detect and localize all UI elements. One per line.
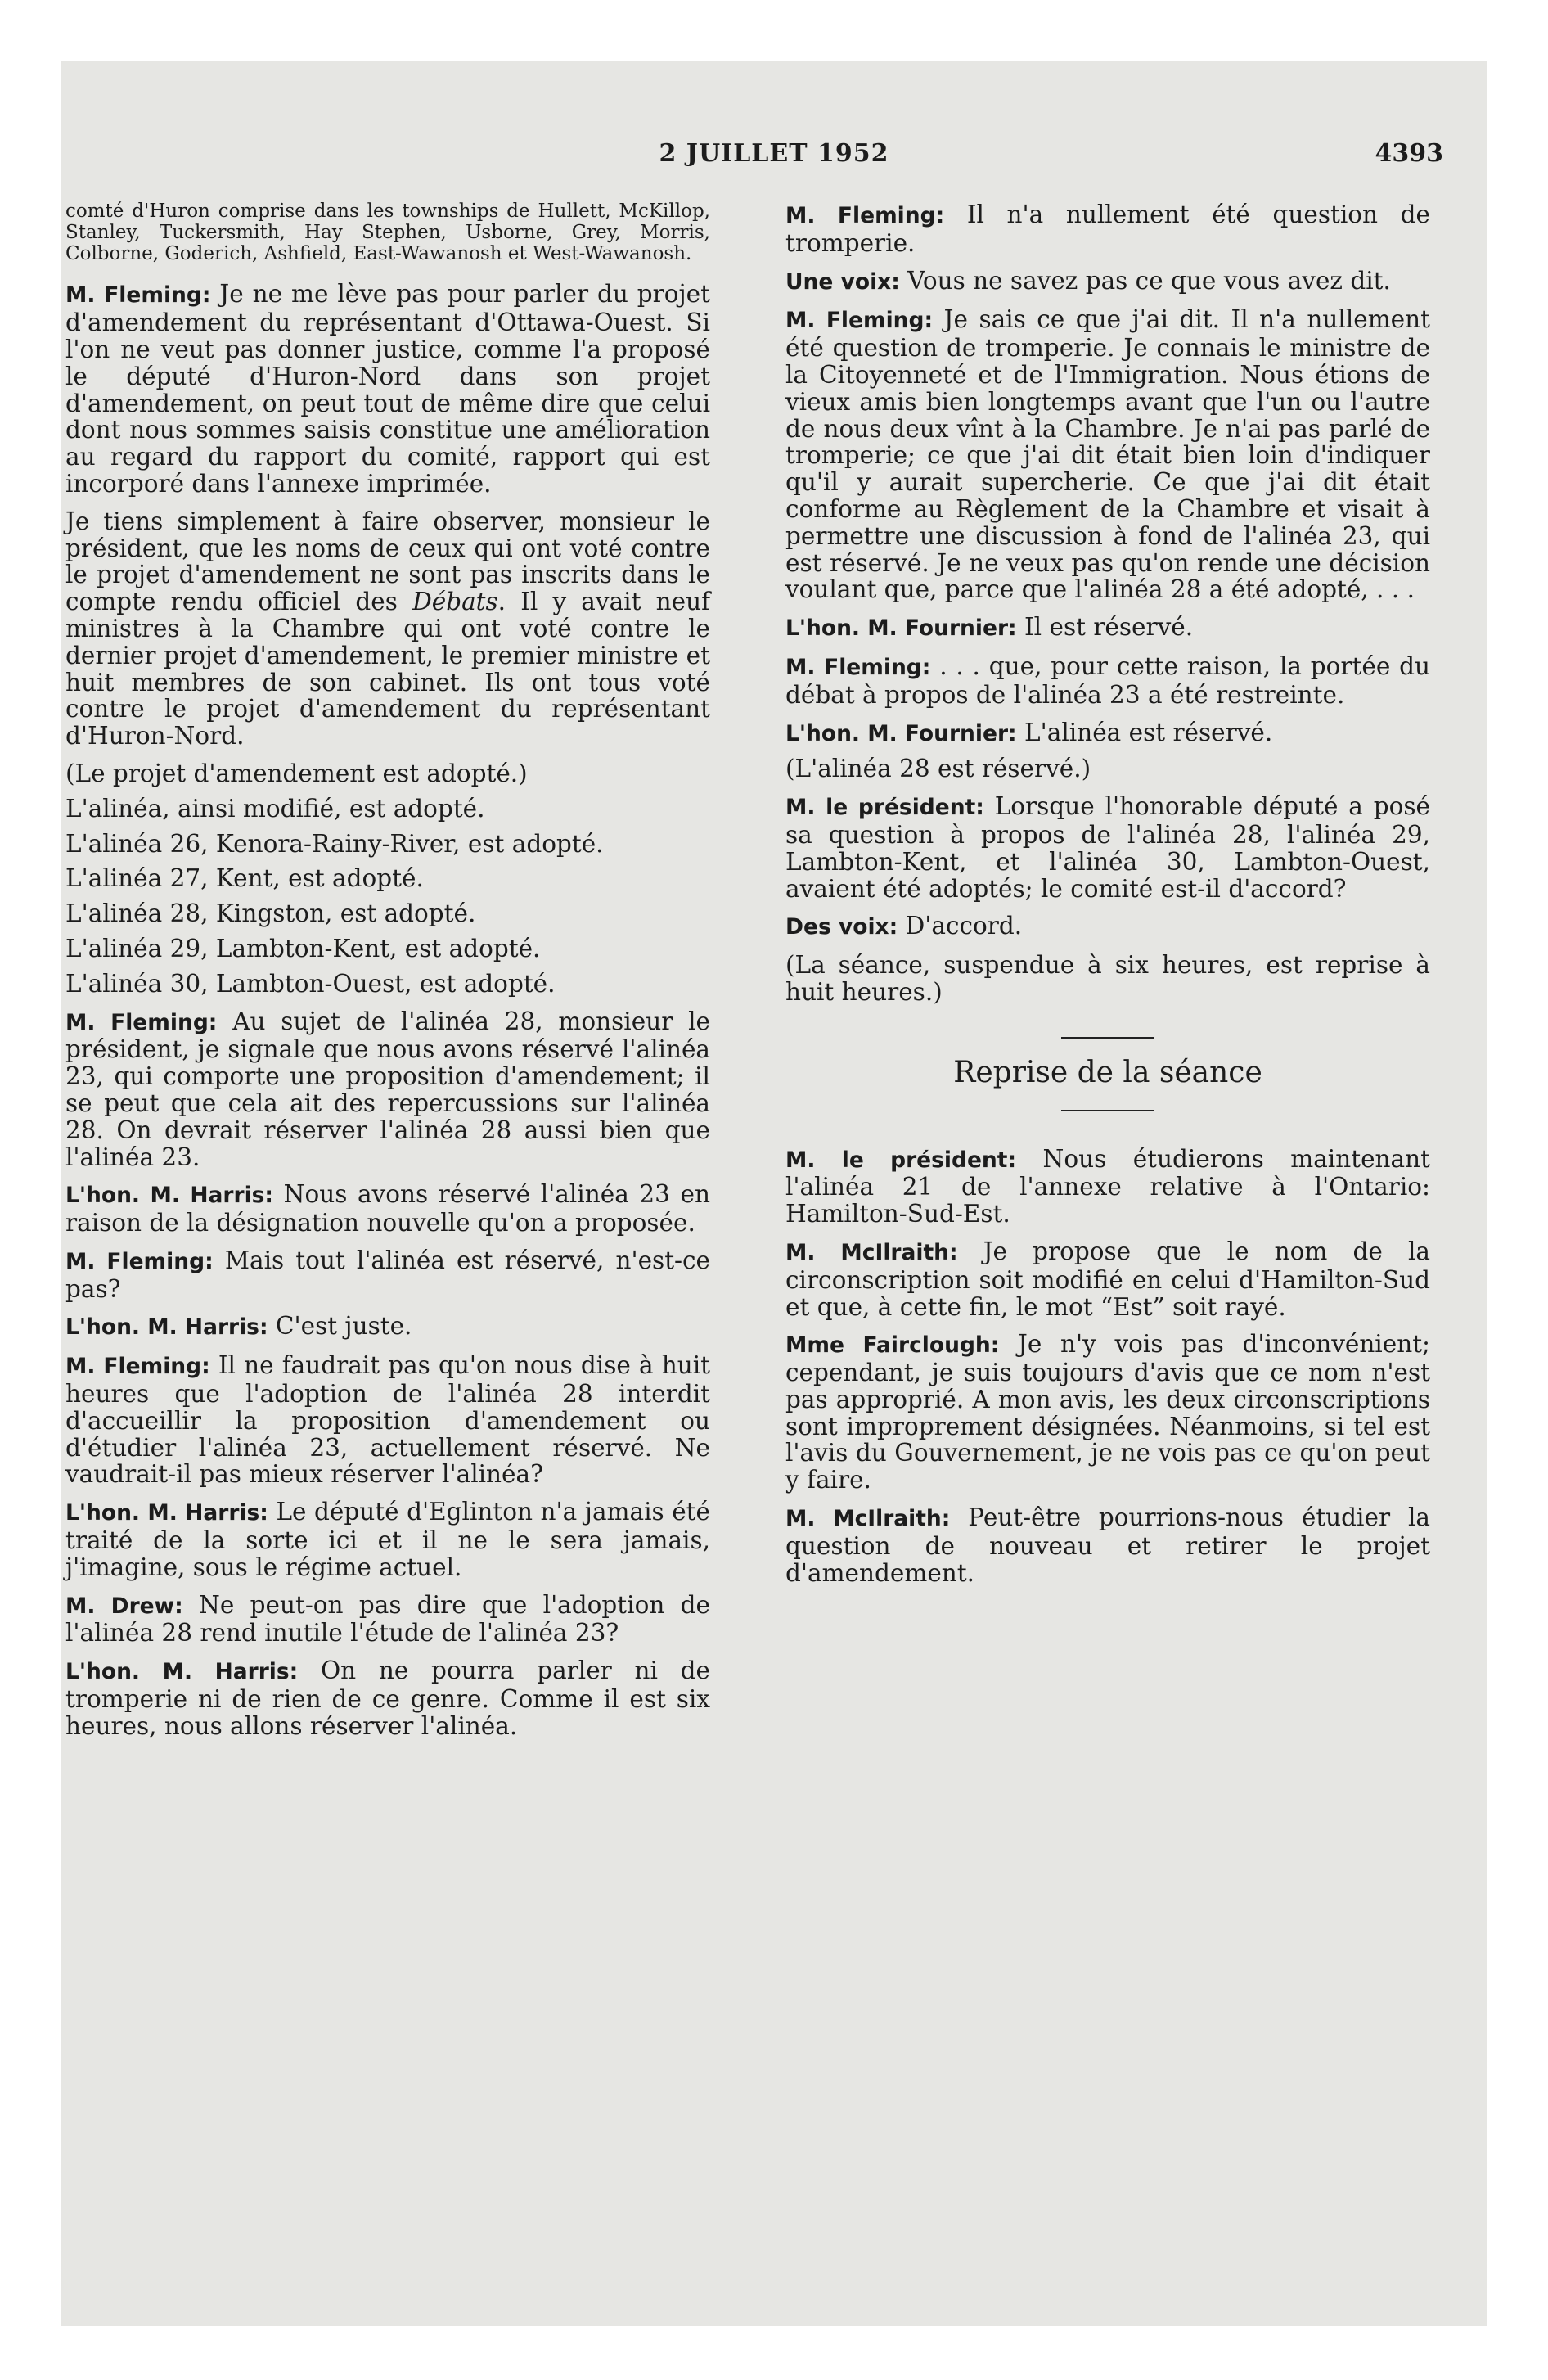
speaker-name: L'hon. M. Fournier: [785,720,1017,746]
paragraph: L'alinéa 29, Lambton-Kent, est adopté. [65,934,541,962]
speaker-name: M. Fleming: [65,282,211,309]
left-column [65,201,710,1751]
paragraph: M. Fleming: Au sujet de l'alinéa 28, monsieur le président, je signale que nous avons réservé l'alinéa 23, qui comporte une proposition d'amendement; il se peut que cela ait des repercussions sur l'alinéa 28. On devrait réserver l'alinéa 28 aussi bien que l'alinéa 23. [65,1007,711,1171]
section-title: Reprise de la séance [953,1055,1262,1089]
speaker-name: M. Drew: [65,1593,183,1619]
paragraph: L'alinéa 28, Kingston, est adopté. [65,899,476,928]
speaker-name: L'hon. M. Fournier: [785,615,1017,642]
paragraph: Mme Fairclough: Je n'y vois pas d'inconvénient; cependant, je suis toujours d'avis que ce nom n'est pas approprié. A mon avis, les deux circonscriptions sont improprement désignées. Néanmoins, si tel est l'avis du Gouvernement, je ne vois pas ce qu'on peut y faire. [785,1330,1430,1494]
paragraph: M. Drew: Ne peut-on pas dire que l'adoption de l'alinéa 28 rend inutile l'étude de l'alinéa 23? [65,1590,710,1648]
section-divider-bottom [1061,1110,1154,1111]
paragraph: (La séance, suspendue à six heures, est reprise à huit heures.) [785,951,1430,1006]
speaker-name: M. McIlraith: [785,1239,958,1265]
speaker-name: Une voix: [785,268,900,295]
paragraph: Une voix: Vous ne savez pas ce que vous avez dit. [785,266,1391,295]
paragraph: (L'alinéa 28 est réservé.) [785,755,1091,783]
speaker-name: Mme Fairclough: [785,1332,1000,1359]
paragraph: comté d'Huron comprise dans les townships de Hullett, McKillop, Stanley, Tuckersmith, Hay Stephen, Usborne, Grey, Morris, Colborne, Goderich, Ashfield, East-Wawanosh et West-Wawanosh. [65,201,710,264]
speaker-name: M. Fleming: [785,654,931,680]
paragraph: M. Fleming: . . . que, pour cette raison, la portée du débat à propos de l'alinéa 23 a été restreinte. [785,651,1431,709]
speaker-name: M. Fleming: [785,203,945,228]
paragraph: (Le projet d'amendement est adopté.) [65,759,528,787]
paragraph: L'hon. M. Fournier: Il est réservé. [785,613,1194,642]
paragraph: Des voix: D'accord. [785,912,1023,940]
speaker-name: M. Fleming: [65,1354,210,1380]
paragraph: L'hon. M. Harris: On ne pourra parler ni de tromperie ni de rien de ce genre. Comme il est six heures, nous allons réserver l'alinéa. [65,1657,711,1740]
paragraph: M. le président: Nous étudierons maintenant l'alinéa 21 de l'annexe relative à l'Ontario: Hamilton-Sud-Est. [785,1144,1430,1228]
paragraph: L'hon. M. Harris: C'est juste. [65,1312,412,1341]
speaker-name: Des voix: [785,914,898,940]
speaker-name: L'hon. M. Harris: [65,1183,274,1209]
paragraph: Je tiens simplement à faire observer, monsieur le président, que les noms de ceux qui ont voté contre le projet d'amendement ne sont pas inscrits dans le compte rendu officiel des Débats. Il y avait neuf ministres à la Chambre qui ont voté contre le dernier projet d'amendement, le premier ministre et huit membres de son cabinet. Ils ont tous voté contre le projet d'amendement du représentant d'Huron-Nord. [65,507,710,751]
paragraph: M. Fleming: Je ne me lève pas pour parler du projet d'amendement du représentant d'Ottawa-Ouest. Si l'on ne veut pas donner justice, comme l'a proposé le député d'Huron-Nord dans son projet d'amendement, on peut tout de même dire que celui dont nous sommes saisis constitue une amélioration au regard du rapport du comité, rapport qui est incorporé dans l'annexe imprimée. [65,280,710,498]
speaker-name: L'hon. M. Harris: [65,1314,268,1341]
speaker-name: M. le président: [785,1147,1017,1173]
paragraph: M. le président: Lorsque l'honorable député a posé sa question à propos de l'alinéa 28, l'alinéa 29, Lambton-Kent, et l'alinéa 30, Lambton-Ouest, avaient été adoptés; le comité est-il d'accord? [785,792,1430,903]
italic-text: Débats [412,588,498,616]
speaker-name: M. Fleming: [65,1248,214,1274]
paragraph: M. Fleming: Il n'a nullement été question de tromperie. [785,201,1430,257]
paragraph: M. Fleming: Il ne faudrait pas qu'on nous dise à huit heures que l'adoption de l'alinéa 28 interdit d'accueillir la proposition d'amendement ou d'étudier l'alinéa 23, actuellement réservé. Ne vaudrait-il pas mieux réserver l'alinéa? [65,1351,710,1489]
speaker-name: M. Fleming: [65,1009,218,1035]
paragraph: M. McIlraith: Je propose que le nom de la circonscription soit modifié en celui d'Hamilton-Sud et que, à cette fin, le mot “Est” soit rayé. [785,1237,1430,1321]
speaker-name: M. Fleming: [785,308,934,334]
paragraph: L'alinéa 26, Kenora-Rainy-River, est adopté. [65,829,604,858]
paragraph: L'alinéa 30, Lambton-Ouest, est adopté. [65,969,556,998]
speaker-name: L'hon. M. Harris: [65,1659,299,1685]
paragraph: M. McIlraith: Peut-être pourrions-nous étudier la question de nouveau et retirer le projet d'amendement. [785,1503,1430,1587]
paragraph: L'hon. M. Fournier: L'alinéa est réservé. [785,718,1273,746]
speaker-name: M. le président: [785,795,984,821]
paragraph: L'alinéa 27, Kent, est adopté. [65,864,424,893]
section-divider-top [1061,1037,1154,1039]
page-number: 4393 [1375,139,1443,168]
speaker-name: M. McIlraith: [785,1506,951,1532]
scanned-page [61,61,1487,2326]
paragraph: L'hon. M. Harris: Le député d'Eglinton n'a jamais été traité de la sorte ici et il ne le sera jamais, j'imagine, sous le régime actuel. [65,1498,710,1581]
paragraph: L'alinéa, ainsi modifié, est adopté. [65,794,485,823]
paragraph: L'hon. M. Harris: Nous avons réservé l'alinéa 23 en raison de la désignation nouvelle qu'on a proposée. [65,1180,710,1237]
paragraph: M. Fleming: Je sais ce que j'ai dit. Il n'a nullement été question de tromperie. Je connais le ministre de la Citoyenneté et de l'Immigration. Nous étions de vieux amis bien longtemps avant que l'un ou l'autre de nous deux vînt à la Chambre. Je n'ai pas parlé de tromperie; ce que j'ai dit était bien loin d'indiquer qu'il y aurait supercherie. Ce que j'ai dit était conforme au Règlement de la Chambre et visait à permettre une discussion à fond de l'alinéa 23, qui est réservé. Je ne veux pas qu'on rende une décision voulant que, parce que l'alinéa 28 a été adopté, . . . [785,305,1430,604]
paragraph: M. Fleming: Mais tout l'alinéa est réservé, n'est-ce pas? [65,1246,711,1303]
right-column [785,201,1430,1597]
page-date: 2 JUILLET 1952 [659,139,889,168]
speaker-name: L'hon. M. Harris: [65,1500,268,1526]
